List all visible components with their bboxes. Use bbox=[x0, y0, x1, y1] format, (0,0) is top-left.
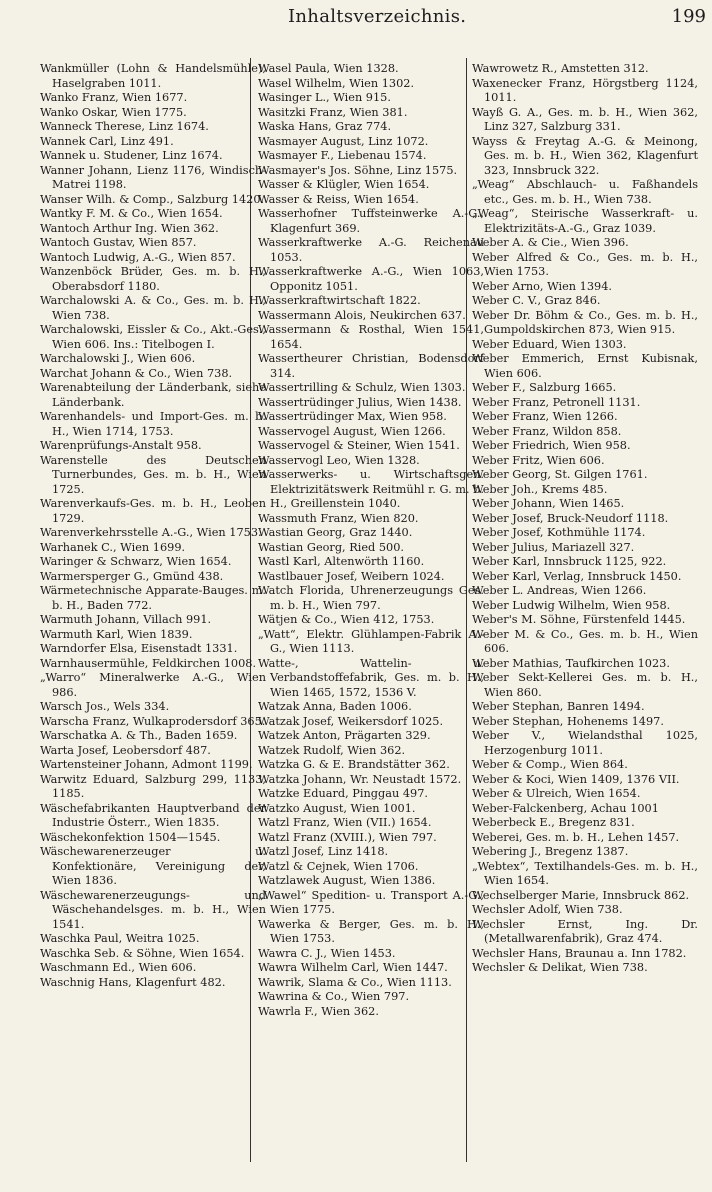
index-entry: Watzek Rudolf, Wien 362. bbox=[258, 743, 406, 757]
index-entry: Watzek Anton, Prägarten 329. bbox=[258, 729, 431, 742]
index-entry: Wechsler Hans, Braunau a. Inn 1782. bbox=[472, 946, 687, 960]
index-entry: Wannek Carl, Linz 491. bbox=[40, 134, 174, 148]
index-entry: Wanko Franz, Wien 1677. bbox=[40, 91, 188, 104]
index-entry: Warchalowski, Eissler & Co., Akt.-Ges., Wien 606. Ins.: Titelbogen I. bbox=[40, 323, 266, 351]
index-entry: Warscha Franz, Wulkaprodersdorf 365. bbox=[40, 714, 266, 728]
index-entry: Watzka Johann, Wr. Neustadt 1572. bbox=[258, 772, 462, 786]
index-entry: Wawrik, Slama & Co., Wien 1113. bbox=[258, 975, 452, 989]
index-entry: Warnhausermühle, Feldkirchen 1008. bbox=[40, 656, 257, 670]
index-entry: Watzak Josef, Weikersdorf 1025. bbox=[258, 714, 444, 728]
index-entry: Warchalowski A. & Co., Ges. m. b. H., Wien 738. bbox=[40, 294, 266, 322]
index-entry: Weberei, Ges. m. b. H., Lehen 1457. bbox=[472, 830, 680, 844]
index-entry: Weberbeck E., Bregenz 831. bbox=[472, 816, 635, 829]
index-entry: „Webtex“, Textilhandels-Ges. m. b. H., Wien 1654. bbox=[472, 859, 698, 887]
index-entry: Wassertrüdinger Julius, Wien 1438. bbox=[258, 395, 462, 409]
index-entry: „Wawel“ Spedition- u. Transport A.-G., Wien 1775. bbox=[258, 888, 484, 916]
index-entry: Wawra C. J., Wien 1453. bbox=[258, 946, 396, 960]
index-entry: Wantky F. M. & Co., Wien 1654. bbox=[40, 207, 223, 220]
index-entry: Wechsler & Delikat, Wien 738. bbox=[472, 961, 648, 974]
index-entry: Waschka Seb. & Söhne, Wien 1654. bbox=[40, 946, 245, 960]
index-entry: Wayss & Freytag A.-G. & Meinong, Ges. m. b. H., Wien 362, Klagenfurt 323, Innsbruck 322. bbox=[472, 134, 698, 177]
index-entry: Wasserkraftwirtschaft 1822. bbox=[258, 294, 421, 307]
index-entry: Wawra Wilhelm Carl, Wien 1447. bbox=[258, 961, 448, 974]
index-entry: Wasser & Reiss, Wien 1654. bbox=[258, 192, 419, 206]
index-entry: Warenhandels- und Import-Ges. m. b. H., Wien 1714, 1753. bbox=[40, 410, 266, 438]
index-entry: Weber Mathias, Taufkirchen 1023. bbox=[472, 656, 670, 670]
index-entry: Watzl & Cejnek, Wien 1706. bbox=[258, 859, 419, 873]
index-entry: Wäschewarenerzeuger u. Konfektionäre, Vereinigung der, Wien 1836. bbox=[40, 845, 266, 887]
index-entry: Weber Karl, Verlag, Innsbruck 1450. bbox=[472, 569, 682, 583]
index-entry: „Warro“ Mineralwerke A.-G., Wien 986. bbox=[40, 671, 266, 699]
index-entry: Weber Sekt-Kellerei Ges. m. b. H., Wien 860. bbox=[472, 671, 698, 699]
index-entry: Wäschekonfektion 1504—1545. bbox=[40, 830, 221, 844]
index-entry: „Weag“ Abschlauch- u. Faßhandels etc., Ges. m. b. H., Wien 738. bbox=[472, 178, 698, 206]
index-entry: Wantoch Gustav, Wien 857. bbox=[40, 236, 197, 249]
page-title: Inhaltsverzeichnis. bbox=[288, 6, 467, 27]
index-entry: Wasel Paula, Wien 1328. bbox=[258, 62, 399, 75]
index-entry: Wawrowetz R., Amstetten 312. bbox=[472, 62, 649, 75]
index-entry: Wartensteiner Johann, Admont 1199. bbox=[40, 758, 253, 771]
index-entry: Warmuth Johann, Villach 991. bbox=[40, 613, 212, 626]
index-entry: Waska Hans, Graz 774. bbox=[258, 120, 392, 133]
index-entry: Warwitz Eduard, Salzburg 299, 1133, 1185. bbox=[40, 772, 266, 800]
index-entry: Wassertrilling & Schulz, Wien 1303. bbox=[258, 381, 466, 394]
page-number: 199 bbox=[671, 6, 706, 27]
index-entry: Wasserkraftwerke A.-G., Wien 1063, Opponitz 1051. bbox=[258, 265, 484, 293]
index-entry: Wasmayer F., Liebenau 1574. bbox=[258, 149, 427, 162]
index-entry: Watte-, Wattelin- u. Verbandstoffefabrik, Ges. m. b. H., Wien 1465, 1572, 1536 V. bbox=[258, 656, 484, 699]
index-entry: Weber Arno, Wien 1394. bbox=[472, 279, 613, 293]
index-entry: Weber Friedrich, Wien 958. bbox=[472, 439, 631, 452]
index-entry: Warmersperger G., Gmünd 438. bbox=[40, 569, 224, 583]
index-entry: Watzka G. & E. Brandstätter 362. bbox=[258, 758, 450, 771]
index-entry: Wanzenböck Brüder, Ges. m. b. H., Oberabsdorf 1180. bbox=[40, 265, 266, 293]
index-entry: Waxenecker Franz, Hörgstberg 1124, 1011. bbox=[472, 76, 698, 104]
index-entry: Wassertrüdinger Max, Wien 958. bbox=[258, 410, 447, 423]
index-entry: Weber A. & Cie., Wien 396. bbox=[472, 236, 629, 249]
index-entry: Wawrla F., Wien 362. bbox=[258, 1004, 379, 1018]
index-entry: Warenverkaufs-Ges. m. b. H., Leoben 1729. bbox=[40, 497, 266, 525]
index-entry: Warenprüfungs-Anstalt 958. bbox=[40, 439, 202, 452]
index-column-3 bbox=[472, 62, 698, 976]
index-entry: Watzlawek August, Wien 1386. bbox=[258, 874, 436, 887]
index-entry: Wasservogel & Steiner, Wien 1541. bbox=[258, 439, 460, 452]
index-entry: Webering J., Bregenz 1387. bbox=[472, 845, 629, 858]
index-entry: Wawerka & Berger, Ges. m. b. H., Wien 1753. bbox=[258, 917, 484, 945]
index-entry: Wassermann & Rosthal, Wien 1541, 1654. bbox=[258, 323, 484, 351]
index-entry: Wantoch Arthur Ing. Wien 362. bbox=[40, 221, 219, 235]
index-entry: Watzl Josef, Linz 1418. bbox=[258, 845, 389, 858]
index-entry: Watzl Franz, Wien (VII.) 1654. bbox=[258, 816, 432, 829]
index-entry: Weber Dr. Böhm & Co., Ges. m. b. H., Gumpoldskirchen 873, Wien 915. bbox=[472, 308, 698, 336]
index-entry: Weber & Comp., Wien 864. bbox=[472, 758, 628, 771]
index-entry: Wastlbauer Josef, Weibern 1024. bbox=[258, 569, 445, 583]
index-entry: Warenstelle des Deutschen Turnerbundes, Ges. m. b. H., Wien 1725. bbox=[40, 453, 266, 496]
index-entry: Weber Alfred & Co., Ges. m. b. H., Wien 1753. bbox=[472, 250, 698, 278]
index-entry: Wäschefabrikanten Hauptverband der Industrie Österr., Wien 1835. bbox=[40, 801, 266, 829]
index-entry: Wechsler Ernst, Ing. Dr. (Metallwarenfabrik), Graz 474. bbox=[472, 917, 698, 945]
index-entry: Weber Fritz, Wien 606. bbox=[472, 453, 605, 467]
index-entry: Wannek u. Studener, Linz 1674. bbox=[40, 149, 223, 162]
index-entry: Weber & Ulreich, Wien 1654. bbox=[472, 787, 641, 800]
index-entry: Waringer & Schwarz, Wien 1654. bbox=[40, 555, 232, 568]
index-entry: Wechsler Adolf, Wien 738. bbox=[472, 903, 623, 916]
index-entry: Warmuth Karl, Wien 1839. bbox=[40, 627, 193, 641]
index-entry: Watzak Anna, Baden 1006. bbox=[258, 700, 412, 713]
index-entry: Wanko Oskar, Wien 1775. bbox=[40, 105, 187, 119]
index-entry: Wechselberger Marie, Innsbruck 862. bbox=[472, 888, 690, 902]
index-entry: Wasserkraftwerke A.-G. Reichenau 1053. bbox=[258, 236, 484, 264]
index-entry: Weber Josef, Kothmühle 1174. bbox=[472, 526, 646, 539]
index-entry: Warhanek C., Wien 1699. bbox=[40, 540, 186, 554]
index-entry: Weber Joh., Krems 485. bbox=[472, 482, 608, 496]
index-column-2 bbox=[258, 62, 484, 1019]
index-entry: Wasserwerks- u. Wirtschaftsgen. Elektrizitätswerk Reitmühl r. G. m. b. H., Greillenstein 1040. bbox=[258, 468, 484, 510]
index-entry: Wastian Georg, Graz 1440. bbox=[258, 526, 413, 539]
index-entry: Weber Stephan, Banren 1494. bbox=[472, 700, 645, 713]
index-entry: Wasservogl Leo, Wien 1328. bbox=[258, 453, 420, 467]
index-entry: Warenabteilung der Länderbank, siehe Länderbank. bbox=[40, 381, 266, 409]
index-entry: Warenverkehrsstelle A.-G., Wien 1753. bbox=[40, 526, 262, 539]
index-entry: Wastian Georg, Ried 500. bbox=[258, 540, 405, 554]
index-entry: Watzke Eduard, Pinggau 497. bbox=[258, 787, 428, 800]
index-entry: Weber Franz, Petronell 1131. bbox=[472, 395, 641, 409]
index-entry: Weber M. & Co., Ges. m. b. H., Wien 606. bbox=[472, 627, 698, 655]
index-entry: Weber & Koci, Wien 1409, 1376 VII. bbox=[472, 772, 680, 786]
index-entry: Wassermann Alois, Neukirchen 637. bbox=[258, 308, 466, 322]
index-entry: Wasitzki Franz, Wien 381. bbox=[258, 105, 408, 119]
index-entry: Wasser & Klügler, Wien 1654. bbox=[258, 178, 430, 191]
index-entry: Wärmetechnische Apparate-Bauges. m. b. H., Baden 772. bbox=[40, 584, 266, 612]
index-entry: Weber C. V., Graz 846. bbox=[472, 294, 601, 307]
index-entry: Watzl Franz (XVIII.), Wien 797. bbox=[258, 830, 437, 844]
index-entry: Wasserhofner Tuffsteinwerke A.-G., Klagenfurt 369. bbox=[258, 207, 484, 235]
index-entry: Warchalowski J., Wien 606. bbox=[40, 352, 196, 365]
index-entry: Weber Franz, Wildon 858. bbox=[472, 424, 622, 438]
index-entry: Wawrina & Co., Wien 797. bbox=[258, 990, 410, 1003]
index-entry: Weber Emmerich, Ernst Kubisnak, Wien 606. bbox=[472, 352, 698, 380]
index-entry: Warschatka A. & Th., Baden 1659. bbox=[40, 729, 238, 742]
index-entry: Waschmann Ed., Wien 606. bbox=[40, 961, 197, 974]
index-entry: Watch Florida, Uhrenerzeugungs Ges. m. b. H., Wien 797. bbox=[258, 584, 484, 612]
index-entry: Warndorfer Elsa, Eisenstadt 1331. bbox=[40, 642, 238, 655]
index-entry: Weber's M. Söhne, Fürstenfeld 1445. bbox=[472, 613, 686, 626]
index-entry: Weber Julius, Mariazell 327. bbox=[472, 540, 635, 554]
index-entry: Wasmayer August, Linz 1072. bbox=[258, 134, 429, 148]
index-entry: Waschnig Hans, Klagenfurt 482. bbox=[40, 975, 226, 989]
index-entry: Weber Eduard, Wien 1303. bbox=[472, 337, 627, 351]
index-entry: Wanser Wilh. & Comp., Salzburg 1420. bbox=[40, 192, 265, 206]
index-entry: Weber V., Wielandsthal 1025, Herzogenburg 1011. bbox=[472, 729, 698, 757]
index-entry: Weber Stephan, Hohenems 1497. bbox=[472, 714, 664, 728]
index-entry: Wasinger L., Wien 915. bbox=[258, 91, 391, 104]
index-entry: Waschka Paul, Weitra 1025. bbox=[40, 932, 200, 945]
index-entry: Warchat Johann & Co., Wien 738. bbox=[40, 366, 233, 380]
index-entry: Weber Karl, Innsbruck 1125, 922. bbox=[472, 555, 667, 568]
index-entry: Wätjen & Co., Wien 412, 1753. bbox=[258, 613, 435, 626]
index-entry: Wastl Karl, Altenwörth 1160. bbox=[258, 555, 425, 568]
index-entry: Weber Josef, Bruck-Neudorf 1118. bbox=[472, 511, 669, 525]
index-entry: Weber Johann, Wien 1465. bbox=[472, 497, 625, 510]
index-entry: Warsch Jos., Wels 334. bbox=[40, 700, 170, 713]
index-entry: Wasservogel August, Wien 1266. bbox=[258, 424, 446, 438]
index-entry: Wayß G. A., Ges. m. b. H., Wien 362, Linz 327, Salzburg 331. bbox=[472, 105, 698, 133]
index-entry: Weber Franz, Wien 1266. bbox=[472, 410, 618, 423]
index-entry: Wassertheurer Christian, Bodensdorf 314. bbox=[258, 352, 484, 380]
index-entry: Wasel Wilhelm, Wien 1302. bbox=[258, 76, 415, 90]
index-entry: „Weag“, Steirische Wasserkraft- u. Elektrizitäts-A.-G., Graz 1039. bbox=[472, 207, 698, 235]
index-entry: Wasmayer's Jos. Söhne, Linz 1575. bbox=[258, 163, 458, 177]
index-entry: Watzko August, Wien 1001. bbox=[258, 801, 416, 815]
index-entry: Wankmüller (Lohn & Handelsmühle), Haselgraben 1011. bbox=[40, 62, 266, 90]
index-entry: Wantoch Ludwig, A.-G., Wien 857. bbox=[40, 250, 236, 264]
index-column-1 bbox=[40, 62, 266, 990]
index-entry: Weber F., Salzburg 1665. bbox=[472, 381, 617, 394]
index-entry: „Watt“, Elektr. Glühlampen-Fabrik A.-G., Wien 1113. bbox=[258, 627, 484, 655]
page-header bbox=[0, 6, 712, 34]
index-entry: Weber L. Andreas, Wien 1266. bbox=[472, 584, 647, 597]
index-entry: Warta Josef, Leobersdorf 487. bbox=[40, 743, 211, 757]
index-entry: Wassmuth Franz, Wien 820. bbox=[258, 511, 419, 525]
index-entry: Wäschewarenerzeugungs- und Wäschehandelsges. m. b. H., Wien 1541. bbox=[40, 888, 266, 931]
index-entry: Wanner Johann, Lienz 1176, Windisch-Matrei 1198. bbox=[40, 163, 266, 191]
index-entry: Weber-Falckenberg, Achau 1001 bbox=[472, 801, 659, 815]
index-entry: Wanneck Therese, Linz 1674. bbox=[40, 120, 209, 133]
index-entry: Weber Georg, St. Gilgen 1761. bbox=[472, 468, 648, 481]
index-entry: Weber Ludwig Wilhelm, Wien 958. bbox=[472, 598, 671, 612]
